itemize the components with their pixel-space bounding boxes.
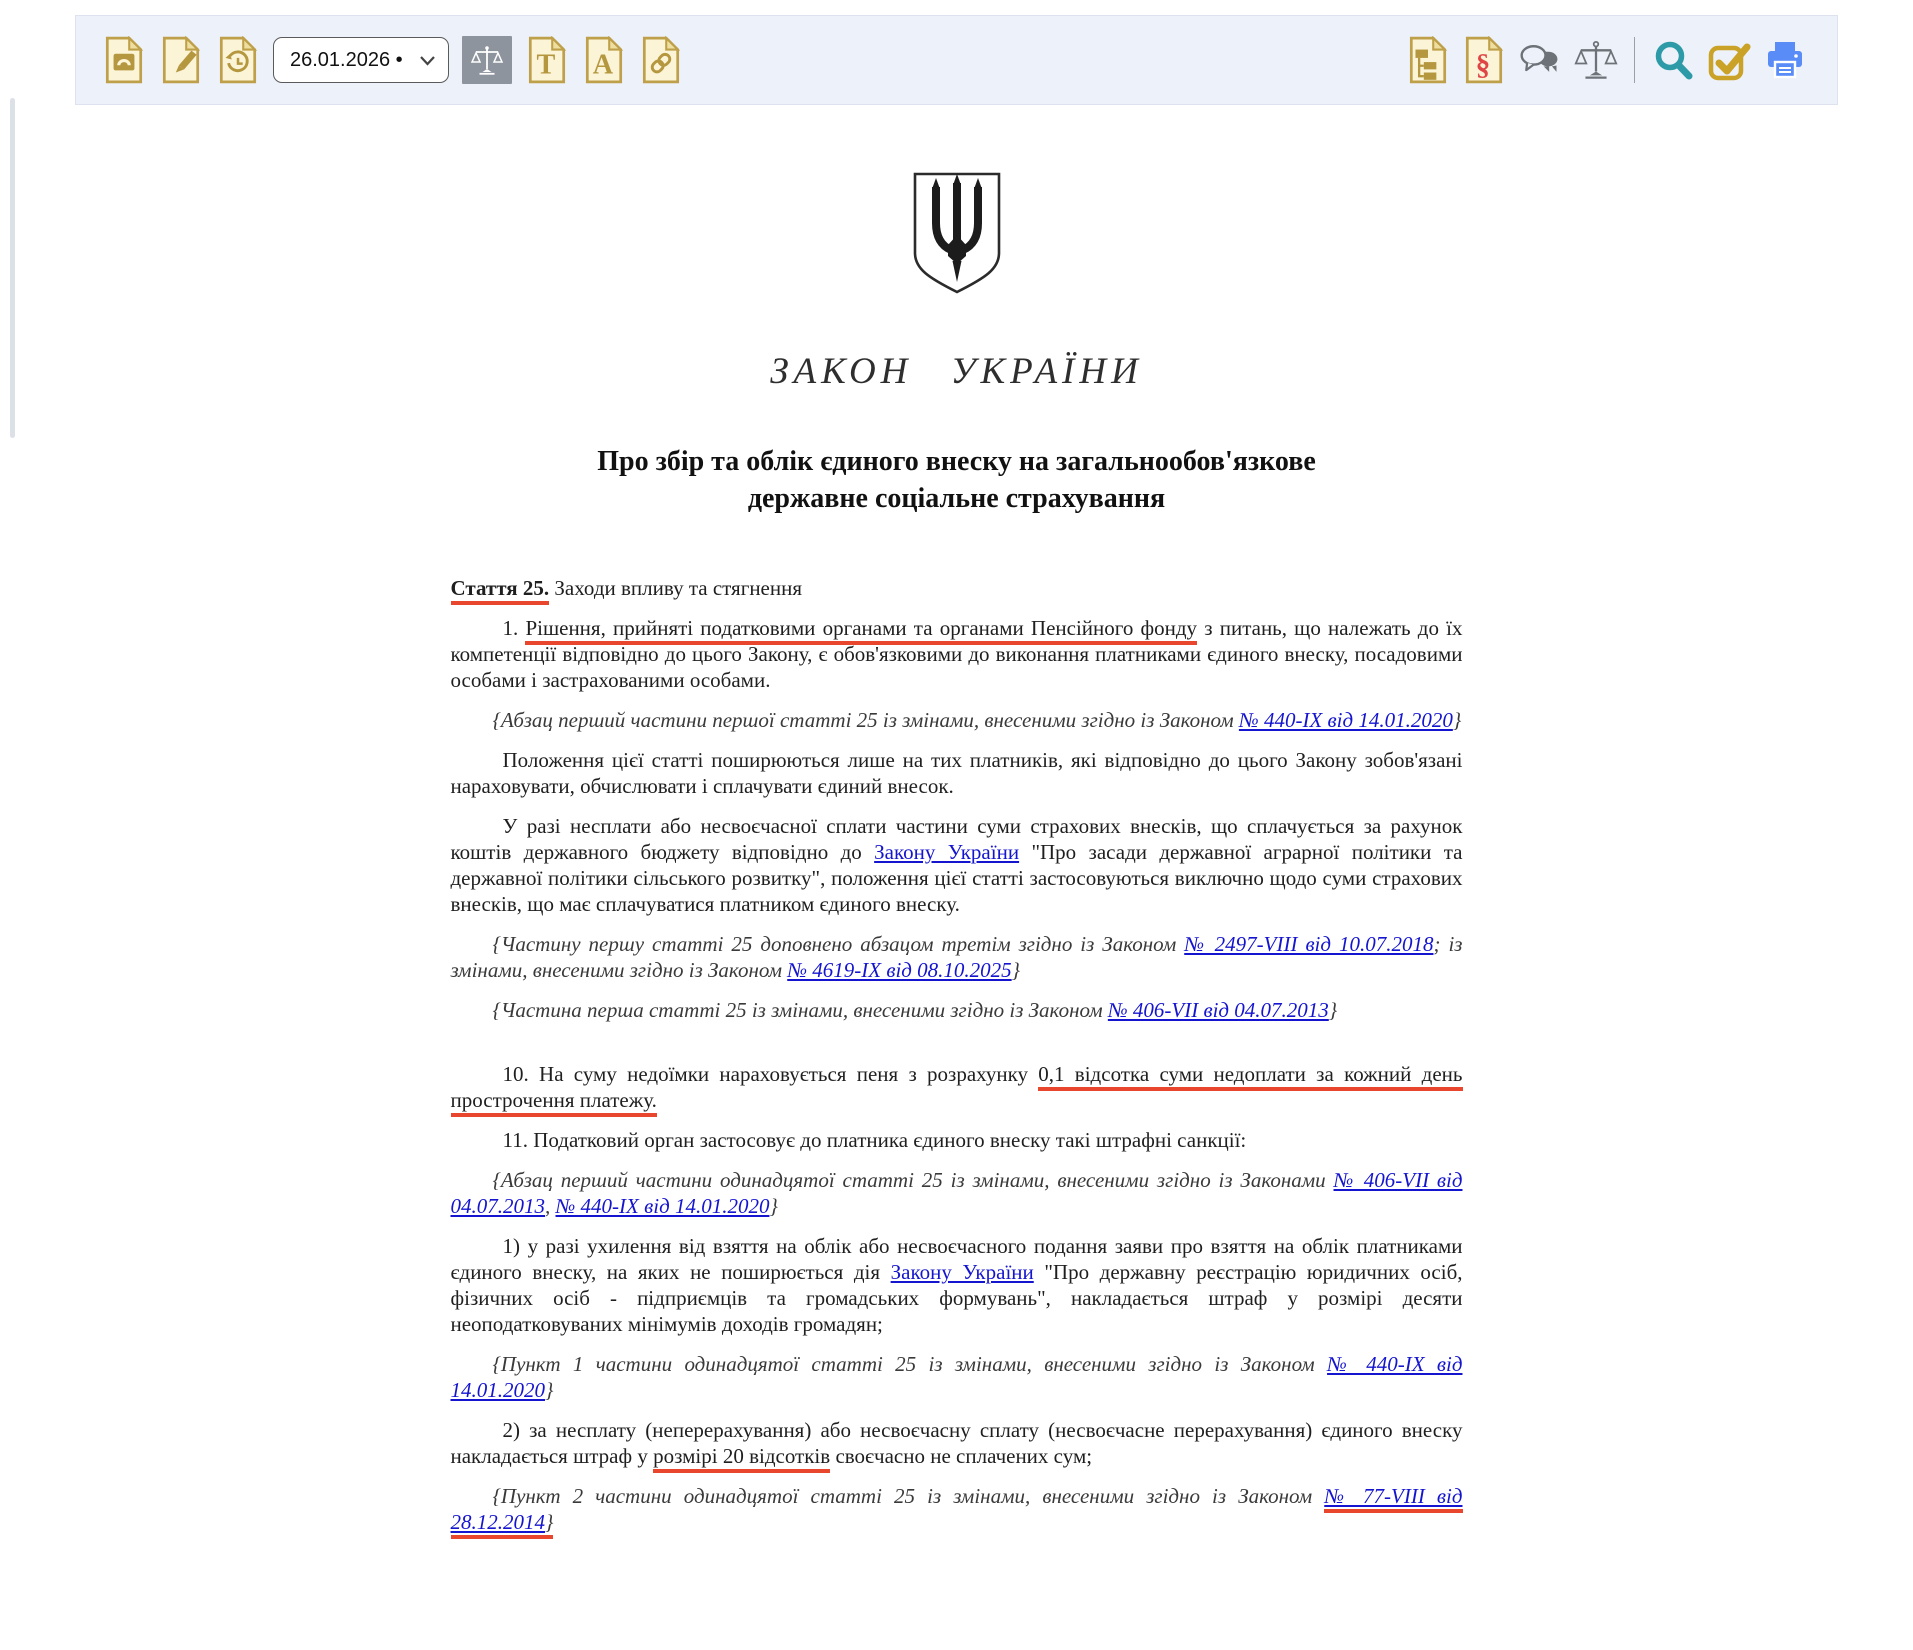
svg-text:§: § <box>1475 49 1491 82</box>
text-run: {Частину першу статті 25 доповнено абзацом третім згідно із Законом <box>492 932 1185 956</box>
text-run: } <box>545 1378 554 1402</box>
checkbox-select-button[interactable] <box>1707 35 1751 85</box>
text-run: Заходи впливу та стягнення <box>549 576 803 600</box>
law-paragraph <box>451 615 1463 693</box>
law-paragraph <box>451 1061 1463 1113</box>
text-run: ; із змінами, внесеними згідно із Законом <box>450 932 1463 982</box>
font-document-button[interactable] <box>582 35 626 85</box>
amendment-note <box>451 931 1463 983</box>
law-paragraph <box>451 813 1463 917</box>
text-run: {Абзац перший частини першої статті 25 із змінами, внесеними згідно із Законом <box>492 708 1239 732</box>
toolbar-left-group <box>102 35 683 85</box>
law-paragraph <box>451 1127 1463 1153</box>
law-title <box>0 443 1913 517</box>
ukraine-trident-icon <box>912 171 1002 295</box>
article-heading <box>451 575 1463 601</box>
law-reference-link[interactable]: Закону України <box>874 840 1020 864</box>
text-run: {Частина перша статті 25 із змінами, внесеними згідно із Законом <box>492 998 1108 1022</box>
law-reference-link[interactable]: № 440-IX від 14.01.2020 <box>1238 708 1453 732</box>
law-paragraph <box>451 1417 1463 1469</box>
law-title-line1: Про збір та облік єдиного внеску на загальнообов'язкове <box>597 446 1316 477</box>
law-reference-link[interactable]: № 440-IX від 14.01.2020 <box>555 1194 770 1218</box>
law-reference-link[interactable]: № 440-IX від 14.01.2020 <box>450 1352 1463 1402</box>
scales-icon <box>470 45 504 76</box>
article-body <box>451 575 1463 1535</box>
law-header: ЗАКОН УКРАЇНИ <box>770 351 1143 392</box>
toolbar <box>75 15 1838 105</box>
paragraph-document-icon <box>1463 36 1505 84</box>
document-date-select[interactable] <box>273 37 449 83</box>
law-paragraph <box>451 1233 1463 1337</box>
text-run: 2) за несплату (неперерахування) або несвоєчасну сплату (несвоєчасне перерахування) єдиного внеску накладається штраф у <box>450 1418 1463 1468</box>
text-run: 1) у разі ухилення від взяття на облік або несвоєчасного подання заяви про взяття на облік платниками єдиного внеску, на яких не поширюється дія <box>450 1234 1463 1284</box>
text-run: } <box>1328 998 1338 1022</box>
comments-button[interactable] <box>1518 35 1562 85</box>
scales-mode-button[interactable] <box>462 36 512 84</box>
amendment-note <box>451 1351 1463 1403</box>
text-run: Стаття 25. <box>451 576 550 605</box>
printer-icon <box>1763 39 1807 81</box>
law-reference-link[interactable]: Закону України <box>890 1260 1034 1284</box>
edit-document-button[interactable] <box>159 35 203 85</box>
law-reference-link[interactable]: № 77-VIII від 28.12.2014 <box>451 1484 1463 1539</box>
text-run: {Абзац перший частини одинадцятої статті 25 із змінами, внесеними згідно із Законами <box>492 1168 1334 1192</box>
text-run: 1. <box>502 616 526 640</box>
text-run: } <box>1011 958 1021 982</box>
font-document-icon <box>583 36 625 84</box>
structure-document-button[interactable] <box>1406 35 1450 85</box>
links-document-button[interactable] <box>639 35 683 85</box>
text-run: {Пункт 1 частини одинадцятої статті 25 із змінами, внесеними згідно із Законом <box>492 1352 1328 1376</box>
text-run: У разі несплати або несвоєчасної сплати частини суми страхових внесків, що сплачується за рахунок коштів державного бюджету відповідно до <box>450 814 1463 864</box>
comments-icon <box>1518 41 1562 79</box>
structure-document-icon <box>1407 36 1449 84</box>
text-document-icon <box>526 36 568 84</box>
paragraph-document-button[interactable] <box>1462 35 1506 85</box>
coat-of-arms-emblem <box>912 171 1002 300</box>
text-run: } <box>545 1510 553 1539</box>
links-document-icon <box>640 36 682 84</box>
search-icon <box>1651 38 1695 82</box>
toolbar-right-group <box>1406 35 1807 85</box>
text-run: розмірі 20 відсотків <box>653 1444 830 1473</box>
amendment-note <box>451 707 1463 733</box>
law-reference-link[interactable]: № 406-VII від 04.07.2013 <box>1107 998 1329 1022</box>
law-reference-link[interactable]: № 2497-VIII від 10.07.2018 <box>1184 932 1434 956</box>
text-run: Рішення, прийняті податковими органами та органами Пенсійного фонду <box>525 616 1197 645</box>
amendment-note <box>451 1167 1463 1219</box>
text-run: "Про державну реєстрацію юридичних осіб, фізичних осіб - підприємців та громадських формувань", накладається штраф у розмірі десяти неоподатковуваних мінімумів доходів громадян; <box>450 1260 1463 1336</box>
text-run: 10. На суму недоїмки нараховується пеня з розрахунку <box>502 1062 1039 1086</box>
search-button[interactable] <box>1651 35 1695 85</box>
text-run: } <box>1452 708 1462 732</box>
svg-text:A: A <box>592 49 613 81</box>
date-select-value: 26.01.2026 • <box>290 48 403 71</box>
amendment-note <box>451 997 1463 1023</box>
checkbox-icon <box>1707 38 1751 82</box>
edit-document-icon <box>160 36 202 84</box>
card-file-document-button[interactable] <box>102 35 146 85</box>
text-run: 0,1 відсотка суми недоплати за кожний день прострочення платежу. <box>451 1062 1463 1117</box>
document-view <box>0 105 1913 1549</box>
scales-compare-icon <box>1574 38 1618 82</box>
history-document-icon <box>217 36 259 84</box>
text-mode-document-button[interactable] <box>525 35 569 85</box>
history-document-button[interactable] <box>216 35 260 85</box>
toolbar-divider <box>1634 37 1635 83</box>
text-run: 11. Податковий орган застосовує до платника єдиного внеску такі штрафні санкції: <box>502 1128 1247 1152</box>
text-run: } <box>769 1194 778 1218</box>
text-run: своєчасно не сплачених сум; <box>830 1444 1093 1468</box>
svg-text:T: T <box>536 49 556 81</box>
amendment-note <box>451 1483 1463 1535</box>
law-reference-link[interactable]: № 4619-IX від 08.10.2025 <box>787 958 1012 982</box>
card-file-document-icon <box>103 36 145 84</box>
print-button[interactable] <box>1763 35 1807 85</box>
law-title-line2: державне соціальне страхування <box>747 483 1166 514</box>
law-reference-link[interactable]: № 406-VII від 04.07.2013 <box>450 1168 1463 1218</box>
text-run: "Про засади державної аграрної політики та державної політики сільського розвитку", положення цієї статті застосовуються виключно щодо суми страхових внесків, що має сплачуватися платником єдиного внеску. <box>450 840 1463 916</box>
scales-compare-button[interactable] <box>1574 35 1618 85</box>
text-run: {Пункт 2 частини одинадцятої статті 25 із змінами, внесеними згідно із Законом <box>492 1484 1325 1508</box>
chevron-down-icon <box>419 55 436 66</box>
text-run: , <box>545 1194 556 1218</box>
text-run: Положення цієї статті поширюються лише на тих платників, які відповідно до цього Закону зобов'язані нараховувати, обчислювати і сплачувати єдиний внесок. <box>450 748 1463 798</box>
text-run: з питань, що належать до їх компетенції відповідно до цього Закону, є обов'язковими до виконання платниками єдиного внеску, посадовими особами і застрахованими особами. <box>450 616 1463 692</box>
law-paragraph <box>451 747 1463 799</box>
